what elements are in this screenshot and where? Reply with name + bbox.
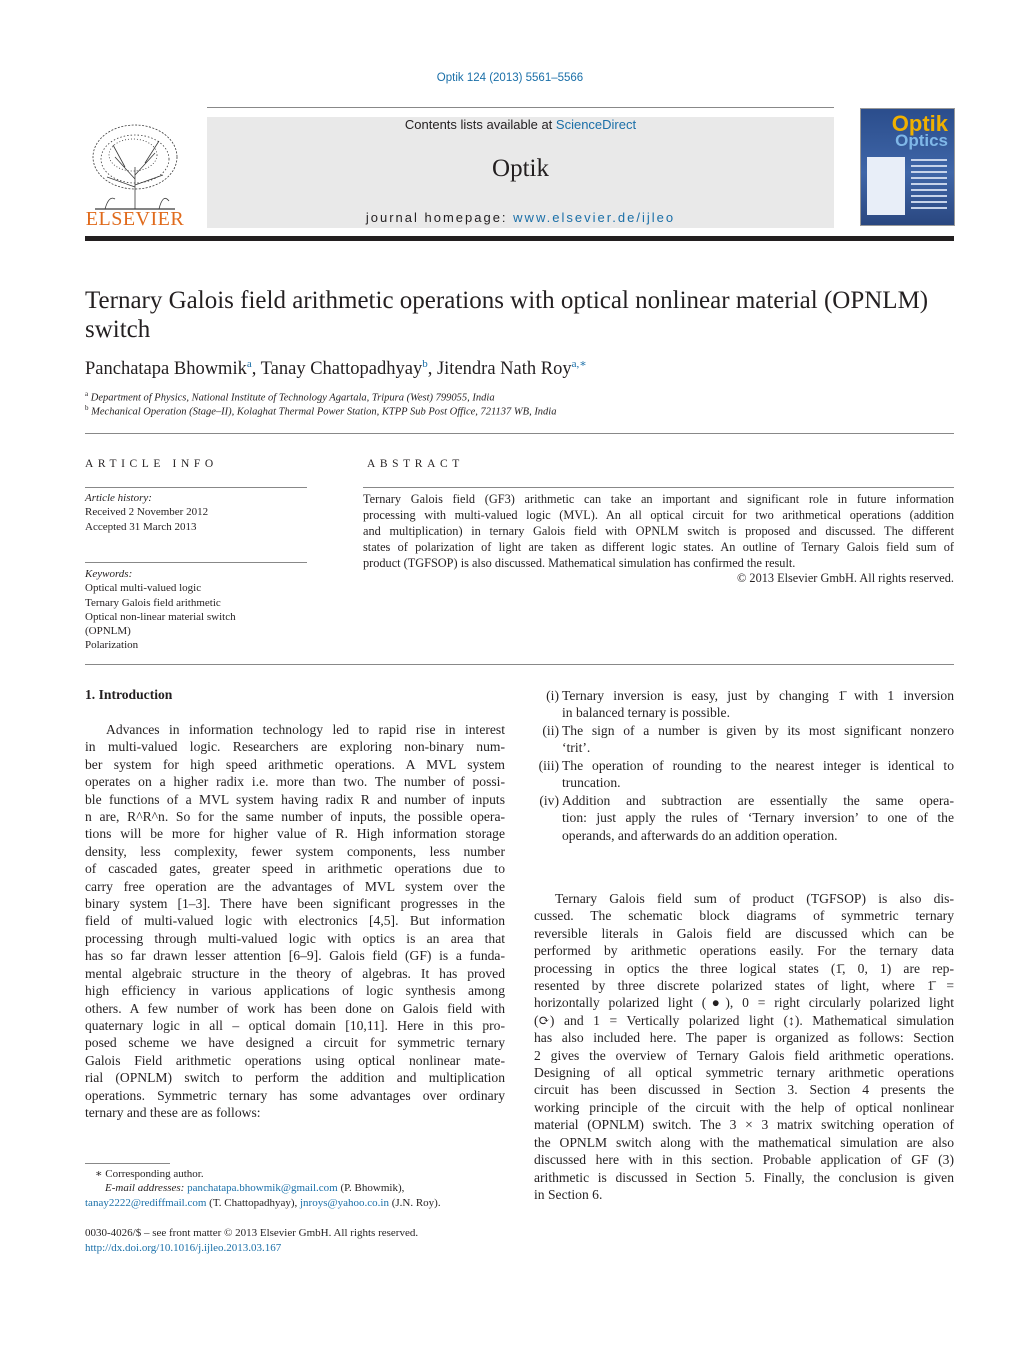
body-line: quaternary logic in all – optical domain [10,11]. Here in this pro- <box>85 1017 505 1033</box>
body-line: performed by arithmetic operations easily. For the ternary data <box>534 943 954 959</box>
email-owner: (P. Bhowmik), <box>337 1182 405 1194</box>
abstract-line: states of polarization of light are taken as different logic states. An outline of Ternary Galois field sum of <box>363 540 954 554</box>
abstract-text <box>363 491 954 571</box>
email-link[interactable]: jnroys@yahoo.co.in <box>300 1197 389 1209</box>
keyword: Optical non-linear material switch <box>85 610 236 623</box>
author-list: Panchatapa Bhowmik$^a$, Tanay Chattopadhyay$^b$, Jitendra Nath Roy$^{a,∗}$ <box>85 358 587 380</box>
affiliation <box>85 404 556 418</box>
list-line: operands, and afterwards do an addition operation. <box>562 827 838 843</box>
issn-line: 0030-4026/$ – see front matter © 2013 Elsevier GmbH. All rights reserved. <box>85 1227 419 1239</box>
abstract-line: processing with multi-valued logic (MVL). An all optical circuit for two arithmetical operations (addition <box>363 508 954 522</box>
list-text <box>562 757 954 792</box>
affiliation-marker: a <box>85 390 89 398</box>
body-line: of cascaded gates, greater speed in arithmetic operations due to <box>85 861 505 877</box>
email-link[interactable]: panchatapa.bhowmik@gmail.com <box>187 1182 338 1194</box>
list-line: tion: just apply the rules of ‘Ternary inversion’ to one of the <box>562 810 954 826</box>
cover-subtitle: Optics <box>895 131 948 150</box>
list-number: (iv) <box>539 793 559 808</box>
history-label: Article history: <box>85 492 152 504</box>
author-affil-link[interactable]: b <box>422 358 428 370</box>
body-line: resented by three discrete polarized states of light, where 1̄ = <box>534 978 954 994</box>
body-line: binary system [1–3]. There have been significant progresses in the <box>85 896 505 912</box>
email-link[interactable]: tanay2222@rediffmail.com <box>85 1197 207 1209</box>
affiliation-marker: b <box>85 404 89 412</box>
body-line: processing through multi-valued logic with optics is an area that <box>85 930 505 946</box>
affiliation-text: Mechanical Operation (Stage–II), Kolaghat Thermal Power Station, KTPP Sub Post Office, 721137 WB, India <box>91 406 557 418</box>
body-line: discussed here with in this section. Probable application of GF (3) <box>534 1152 954 1168</box>
abstract-heading: ABSTRACT <box>367 458 464 470</box>
body-line: operates on a higher radix i.e. more than two. The number of possi- <box>85 774 505 790</box>
cover-title: Optik <box>891 111 948 136</box>
email-addresses-cont <box>85 1196 441 1211</box>
body-line: material (OPNLM) switch. The 3 × 3 matrix switching operation of <box>534 1117 954 1133</box>
list-line: The operation of rounding to the nearest integer is identical to <box>562 758 954 773</box>
header-thick-rule <box>85 236 954 241</box>
body-line: circuit has been discussed in Section 3. Section 4 presents the <box>534 1082 954 1098</box>
keyword: Ternary Galois field arithmetic <box>85 596 221 609</box>
homepage-line <box>207 210 834 225</box>
article-history <box>85 491 307 534</box>
body-line: ber system for high speed arithmetic operations. A MVL system <box>85 756 505 772</box>
intro-right-column <box>534 890 954 1203</box>
body-line: tions will be more for higher value of R. High information storage <box>85 826 505 842</box>
divider <box>85 562 307 563</box>
list-text <box>562 792 954 844</box>
body-line: in Section 6. <box>534 1186 603 1202</box>
intro-left-column <box>85 721 505 1121</box>
accepted-date: Accepted 31 March 2013 <box>85 520 197 533</box>
divider <box>85 433 954 434</box>
corresponding-author-note: ∗ Corresponding author. <box>95 1168 204 1180</box>
body-line: Ternary Galois field sum of product (TGFSOP) is also dis- <box>555 891 954 906</box>
footnote-rule <box>85 1163 170 1164</box>
author-affil-link[interactable]: a,∗ <box>571 358 587 370</box>
body-line: Designing of all optical symmetric ternary arithmetic operations <box>534 1065 954 1081</box>
body-line: Advances in information technology led to rapid rise in interest <box>106 722 505 737</box>
keyword: (OPNLM) <box>85 625 131 638</box>
contents-prefix: Contents lists available at <box>404 117 556 132</box>
list-text <box>562 722 954 757</box>
body-line: cussed. The schematic block diagrams of symmetric ternary <box>534 908 954 924</box>
journal-cover-thumbnail <box>860 108 955 226</box>
body-line: posed scheme we have designed a circuit for symmetric ternary <box>85 1035 505 1051</box>
homepage-prefix: journal homepage: <box>365 210 514 225</box>
body-line: processing in optics the three logical states (1̄, 0, 1) are rep- <box>534 960 954 976</box>
doi-link[interactable] <box>85 1241 281 1256</box>
divider <box>85 487 307 488</box>
homepage-link[interactable]: www.elsevier.de/ijleo <box>513 210 676 225</box>
list-line: Ternary inversion is easy, just by changing 1̄ with 1 inversion <box>562 688 954 703</box>
body-line: ternary and these are as follows: <box>85 1104 261 1120</box>
keyword: Optical multi-valued logic <box>85 582 202 595</box>
author-name: Tanay Chattopadhyay <box>260 359 423 380</box>
body-line: 2 gives the overview of Ternary Galois field arithmetic operations. <box>534 1047 954 1063</box>
keywords-label: Keywords: <box>85 568 133 580</box>
body-line: reversible literals in Galois field are discussed which can be <box>534 925 954 941</box>
body-line: high efficiency in various applications of logic synthesis among <box>85 983 505 999</box>
advantages-list <box>534 687 954 847</box>
author-name: Panchatapa Bhowmik <box>85 359 247 380</box>
keyword: Polarization <box>85 639 139 652</box>
section-heading: 1. Introduction <box>85 687 173 702</box>
body-line: ble functions of a MVL system having radix R and number of inputs <box>85 791 505 807</box>
list-line: in balanced ternary is possible. <box>562 705 730 721</box>
received-date: Received 2 November 2012 <box>85 506 209 519</box>
list-line: truncation. <box>562 775 621 791</box>
article-info-heading: ARTICLE INFO <box>85 458 218 470</box>
email-label: E-mail addresses: <box>105 1182 185 1194</box>
elsevier-wordmark: ELSEVIER <box>85 208 185 230</box>
body-line: horizontally polarized light (●), 0 = right circularly polarized light <box>534 995 954 1011</box>
body-line: mental algebraic structure in the theory of algebras. It has proved <box>85 965 505 981</box>
body-line: has so far drawn lesser attention [6–9]. Galois field (GF) is a funda- <box>85 948 505 964</box>
body-line: in multi-valued logic. Researchers are exploring non-binary num- <box>85 739 505 755</box>
list-number: (i) <box>546 688 559 703</box>
email-addresses <box>85 1181 565 1196</box>
abstract-line: Ternary Galois field (GF3) arithmetic can take an important and significant role in future information <box>363 492 954 506</box>
body-line: operations. Symmetric ternary has some advantages over ordinary <box>85 1087 505 1103</box>
author-affil-link[interactable]: a <box>246 358 252 370</box>
divider <box>85 664 954 665</box>
body-line: rial (OPNLM) switch to perform the addition and multiplication <box>85 1070 505 1086</box>
list-line: ‘trit’. <box>562 740 591 756</box>
affiliation-text: Department of Physics, National Institute of Technology Agartala, Tripura (West) 799055, India <box>90 392 495 404</box>
body-line: working principle of the circuit with the help of optical nonlinear <box>534 1099 954 1115</box>
body-line: (⟳) and 1 = Vertically polarized light (↕). Mathematical simulation <box>534 1012 954 1028</box>
body-line: the OPNLM switch along with the mathematical simulation are also <box>534 1134 954 1150</box>
body-line: others. A few number of work has been done on Galois field with <box>85 1000 505 1016</box>
abstract-line: product (TGFSOP) is also discussed. Mathematical simulation has confirmed the result. <box>363 556 796 570</box>
affiliation <box>85 390 495 404</box>
header-rule <box>207 107 834 108</box>
body-line: density, less complexity, fewer system components, less number <box>85 843 505 859</box>
email-owner: (T. Chattopadhyay), <box>206 1197 300 1209</box>
abstract-line: and multiplication) in ternary Galois field with OPNLM switch is proposed and discussed. The different <box>363 524 954 538</box>
journal-banner <box>207 117 834 228</box>
sciencedirect-link[interactable]: ScienceDirect <box>555 117 637 132</box>
keywords-block <box>85 567 307 653</box>
body-line: carry free operation are the advantages of MVL system over the <box>85 878 505 894</box>
body-line: Galois Field arithmetic operations using optical nonlinear mate- <box>85 1052 505 1068</box>
contents-line <box>207 117 834 132</box>
body-line: has also included here. The paper is organized as follows: Section <box>534 1030 954 1046</box>
email-owner: (J.N. Roy). <box>388 1197 441 1209</box>
article-title: Ternary Galois field arithmetic operations with optical nonlinear material (OPNLM) switch <box>85 287 929 343</box>
cover-text-lines <box>911 159 947 211</box>
list-line: Addition and subtraction are essentially the same opera- <box>562 793 954 808</box>
list-number: (iii) <box>538 758 559 773</box>
divider <box>363 487 954 488</box>
body-line: field of multi-valued logic with electronics [4,5]. But information <box>85 913 505 929</box>
list-number: (ii) <box>542 723 559 738</box>
cover-contents-box <box>867 157 905 215</box>
list-line: The sign of a number is given by its most significant nonzero <box>562 723 954 738</box>
doi-url[interactable]: http://dx.doi.org/10.1016/j.ijleo.2013.03.167 <box>85 1242 282 1254</box>
copyright: © 2013 Elsevier GmbH. All rights reserved. <box>737 571 954 585</box>
author-name: Jitendra Nath Roy <box>436 359 572 380</box>
list-text <box>562 687 954 722</box>
journal-name: Optik <box>492 155 549 182</box>
journal-reference[interactable]: Optik 124 (2013) 5561–5566 <box>436 72 584 84</box>
body-line: arithmetic is discussed in Section 5. Finally, the conclusion is given <box>534 1169 954 1185</box>
body-line: n are, R^R^n. So for the same number of inputs, the possible opera- <box>85 809 505 825</box>
